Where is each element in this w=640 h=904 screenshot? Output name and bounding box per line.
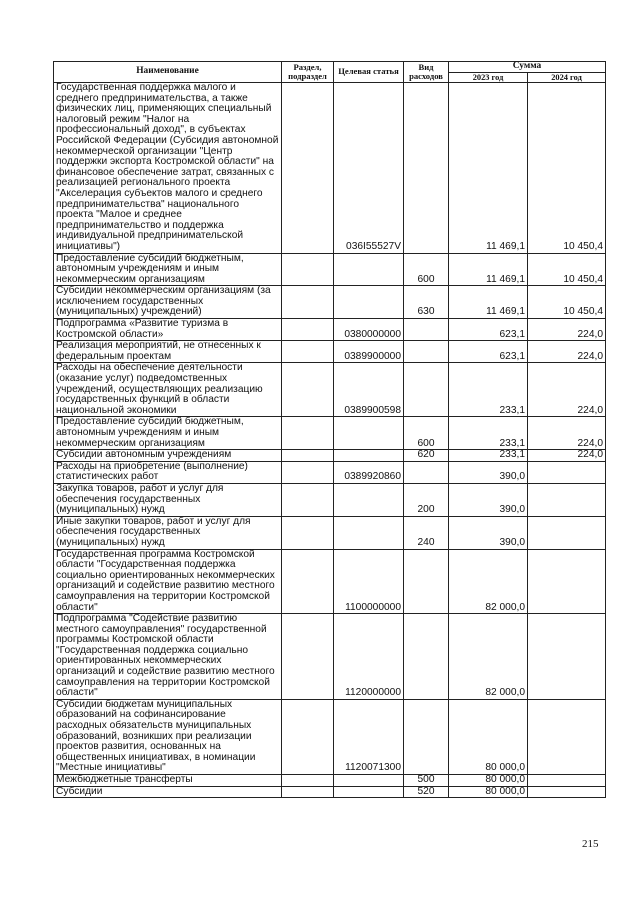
row-sum-2024: 10 450,4 [528,83,606,254]
row-section [282,614,334,700]
table-row [54,516,606,549]
row-expense-type [404,319,449,341]
row-expense-type [404,341,449,363]
row-expense-type [404,83,449,254]
header-year-2023: 2023 год [449,73,528,83]
row-target: 1120000000 [334,614,404,700]
table-row [54,786,606,798]
row-sum-2024: 224,0 [528,363,606,417]
row-name: Предоставление субсидий бюджетным, автономным учреждениям и иным некоммерческим организациям [54,253,282,286]
header-expense-type: Вид расходов [404,62,449,83]
row-sum-2023: 623,1 [449,341,528,363]
table-body [54,83,606,798]
table-row [54,461,606,483]
row-target: 0389900000 [334,341,404,363]
row-section [282,363,334,417]
header-target: Целевая статья [334,62,404,83]
header-name: Наименование [54,62,282,83]
row-sum-2024 [528,699,606,774]
row-section [282,450,334,462]
row-target: 0389920860 [334,461,404,483]
row-name: Субсидии некоммерческим организациям (за исключением государственных (муниципальных) учреждений) [54,286,282,319]
row-sum-2024 [528,461,606,483]
row-target: 036I55527V [334,83,404,254]
row-target: 1100000000 [334,549,404,614]
row-expense-type [404,699,449,774]
row-sum-2024: 224,0 [528,341,606,363]
row-name: Государственная поддержка малого и среднего предпринимательства, а также физических лиц, применяющих специальный налоговый режим "Налог на профессиональный доход", в субъектах Российской Федерации (Субсидия автономной некоммерческой организации "Центр поддержки экспорта Костромской области" на финансовое обеспечение затрат, связанных с реализацией регионального проекта "Акселерация субъектов малого и среднего предпринимательства" национального проекта "Малое и среднее предпринимательство и поддержка индивидуальной предпринимательской инициативы") [54,83,282,254]
budget-table [53,61,606,798]
table-row [54,319,606,341]
row-name: Государственная программа Костромской области "Государственная поддержка социально ориентированных некоммерческих организаций и содействие развитию местного самоуправления на территории Костромской области" [54,549,282,614]
row-sum-2023: 233,1 [449,450,528,462]
table-row [54,699,606,774]
row-target [334,417,404,450]
row-target: 0380000000 [334,319,404,341]
row-target [334,483,404,516]
row-sum-2024: 224,0 [528,450,606,462]
row-sum-2023: 233,1 [449,363,528,417]
table-row [54,549,606,614]
row-section [282,775,334,787]
row-section [282,253,334,286]
row-expense-type: 500 [404,775,449,787]
row-name: Закупка товаров, работ и услуг для обеспечения государственных (муниципальных) нужд [54,483,282,516]
table-row [54,417,606,450]
row-name: Реализация мероприятий, не отнесенных к федеральным проектам [54,341,282,363]
row-section [282,341,334,363]
row-sum-2023: 390,0 [449,483,528,516]
row-target: 0389900598 [334,363,404,417]
row-expense-type: 620 [404,450,449,462]
row-target [334,516,404,549]
table-row [54,286,606,319]
row-expense-type: 600 [404,417,449,450]
row-name: Подпрограмма "Содействие развитию местного самоуправления" государственной программы Костромской области "Государственная поддержка социально ориентированных некоммерческих организаций и содействие развитию местного самоуправления на территории Костромской области" [54,614,282,700]
row-name: Расходы на приобретение (выполнение) статистических работ [54,461,282,483]
row-sum-2023: 11 469,1 [449,286,528,319]
row-section [282,286,334,319]
row-target [334,450,404,462]
row-sum-2023: 80 000,0 [449,699,528,774]
row-name: Межбюджетные трансферты [54,775,282,787]
page-number: 215 [582,838,599,850]
row-sum-2024 [528,516,606,549]
row-sum-2024 [528,483,606,516]
row-name: Субсидии [54,786,282,798]
row-name: Иные закупки товаров, работ и услуг для обеспечения государственных (муниципальных) нужд [54,516,282,549]
row-sum-2023: 623,1 [449,319,528,341]
header-section: Раздел, подраздел [282,62,334,83]
row-sum-2023: 82 000,0 [449,549,528,614]
table-row [54,363,606,417]
row-section [282,549,334,614]
row-section [282,483,334,516]
row-sum-2023: 80 000,0 [449,786,528,798]
row-expense-type: 240 [404,516,449,549]
row-sum-2023: 11 469,1 [449,253,528,286]
row-name: Субсидии автономным учреждениям [54,450,282,462]
row-name: Подпрограмма «Развитие туризма в Костромской области» [54,319,282,341]
table-row [54,614,606,700]
row-expense-type: 200 [404,483,449,516]
row-sum-2023: 80 000,0 [449,775,528,787]
table-row [54,775,606,787]
row-section [282,786,334,798]
row-sum-2024: 224,0 [528,417,606,450]
row-target [334,775,404,787]
row-section [282,699,334,774]
table-row [54,450,606,462]
row-expense-type [404,461,449,483]
row-expense-type: 600 [404,253,449,286]
row-name: Предоставление субсидий бюджетным, автономным учреждениям и иным некоммерческим организациям [54,417,282,450]
row-section [282,417,334,450]
row-expense-type [404,363,449,417]
table-row [54,83,606,254]
row-target: 1120071300 [334,699,404,774]
table-row [54,341,606,363]
row-sum-2024: 224,0 [528,319,606,341]
row-expense-type [404,549,449,614]
row-sum-2023: 233,1 [449,417,528,450]
row-name: Расходы на обеспечение деятельности (оказание услуг) подведомственных учреждений, осуществляющих реализацию государственных функций в области национальной экономики [54,363,282,417]
row-sum-2023: 11 469,1 [449,83,528,254]
row-section [282,83,334,254]
row-sum-2024 [528,549,606,614]
row-expense-type [404,614,449,700]
row-sum-2023: 390,0 [449,516,528,549]
row-sum-2024: 10 450,4 [528,253,606,286]
row-expense-type: 630 [404,286,449,319]
row-sum-2024 [528,775,606,787]
row-sum-2023: 390,0 [449,461,528,483]
row-section [282,319,334,341]
header-sum: Сумма [449,62,606,73]
header-year-2024: 2024 год [528,73,606,83]
row-sum-2024 [528,614,606,700]
table-row [54,253,606,286]
row-sum-2023: 82 000,0 [449,614,528,700]
row-sum-2024 [528,786,606,798]
row-target [334,253,404,286]
row-sum-2024: 10 450,4 [528,286,606,319]
row-name: Субсидии бюджетам муниципальных образований на софинансирование расходных обязательств муниципальных образований, возникших при реализации проектов развития, основанных на общественных инициативах, в номинации "Местные инициативы" [54,699,282,774]
row-section [282,461,334,483]
row-target [334,786,404,798]
table-row [54,483,606,516]
row-section [282,516,334,549]
row-target [334,286,404,319]
row-expense-type: 520 [404,786,449,798]
